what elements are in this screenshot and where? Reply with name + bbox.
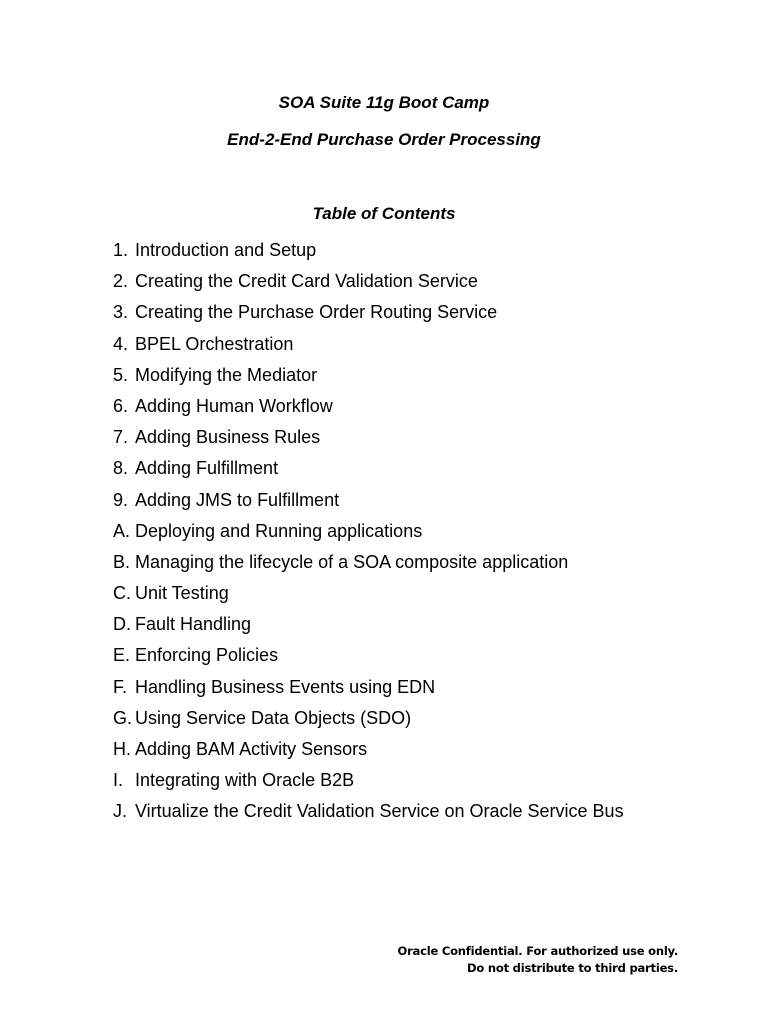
toc-item: [113, 364, 733, 395]
toc-item-marker: 5.: [113, 364, 129, 385]
toc-item: [113, 270, 733, 301]
toc-item-label: Modifying the Mediator: [135, 364, 318, 385]
toc-item-marker: B.: [113, 551, 131, 572]
toc-item-marker: J.: [113, 801, 128, 822]
toc-item-label: Managing the lifecycle of a SOA composite application: [135, 551, 569, 572]
toc-item-marker: 8.: [113, 458, 129, 479]
toc-item-label: Adding JMS to Fulfillment: [135, 489, 340, 510]
toc-item: [113, 707, 733, 738]
toc-item-label: Fault Handling: [135, 614, 252, 635]
toc-item: [113, 676, 733, 707]
confidentiality-notice: [398, 943, 679, 977]
toc-item-marker: C.: [113, 583, 131, 604]
toc-item-label: Handling Business Events using EDN: [135, 676, 436, 697]
toc-item-label: Creating the Purchase Order Routing Service: [135, 302, 498, 323]
toc-item-marker: H.: [113, 739, 131, 759]
footer-line-2: Do not distribute to third parties.: [467, 961, 678, 975]
toc-item-label: Adding Human Workflow: [135, 395, 333, 416]
toc-item-label: Adding Fulfillment: [135, 458, 279, 479]
document-subtitle: End-2-End Purchase Order Processing: [227, 130, 541, 149]
toc-item-marker: 6.: [113, 395, 129, 416]
toc-item-marker: G.: [113, 707, 133, 728]
toc-item: [113, 769, 733, 800]
toc-item: [113, 426, 733, 457]
toc-item-label: Enforcing Policies: [135, 645, 279, 666]
toc-item-marker: 7.: [113, 427, 129, 448]
footer-line-1: Oracle Confidential. For authorized use only.: [397, 944, 678, 958]
document-title: SOA Suite 11g Boot Camp: [278, 93, 490, 112]
toc-item-label: Adding BAM Activity Sensors: [135, 739, 368, 759]
toc-item-label: Virtualize the Credit Validation Service on Oracle Service Bus: [135, 801, 624, 822]
toc-item: [113, 333, 733, 364]
toc-item-marker: 9.: [113, 489, 129, 510]
toc-item: [113, 738, 733, 769]
toc-item-marker: 2.: [113, 271, 129, 292]
toc-item: [113, 613, 733, 644]
toc-item-marker: 4.: [113, 333, 129, 354]
toc-item-marker: E.: [113, 645, 131, 666]
toc-item: [113, 800, 733, 831]
toc-item: [113, 301, 733, 332]
toc-item: [113, 520, 733, 551]
toc-item: [113, 644, 733, 675]
toc-item-label: Adding Business Rules: [135, 427, 321, 448]
toc-item-label: Deploying and Running applications: [135, 520, 423, 541]
table-of-contents: [113, 239, 733, 832]
toc-item: [113, 582, 733, 613]
toc-item-label: Using Service Data Objects (SDO): [135, 707, 412, 728]
toc-item-label: Introduction and Setup: [135, 240, 317, 260]
toc-item-marker: F.: [113, 676, 128, 697]
toc-item: [113, 395, 733, 426]
toc-item-marker: A.: [113, 520, 131, 541]
toc-item-marker: I.: [113, 770, 124, 791]
toc-item-marker: D.: [113, 614, 131, 635]
toc-item-label: Integrating with Oracle B2B: [135, 770, 355, 791]
toc-item-label: Creating the Credit Card Validation Service: [135, 271, 478, 292]
toc-item: [113, 239, 733, 270]
toc-item-label: BPEL Orchestration: [135, 333, 294, 354]
toc-item-marker: 1.: [113, 240, 129, 260]
toc-heading: Table of Contents: [312, 204, 456, 223]
toc-item: [113, 489, 733, 520]
toc-item: [113, 457, 733, 488]
toc-item: [113, 551, 733, 582]
toc-item-marker: 3.: [113, 302, 129, 323]
toc-item-label: Unit Testing: [135, 583, 229, 604]
